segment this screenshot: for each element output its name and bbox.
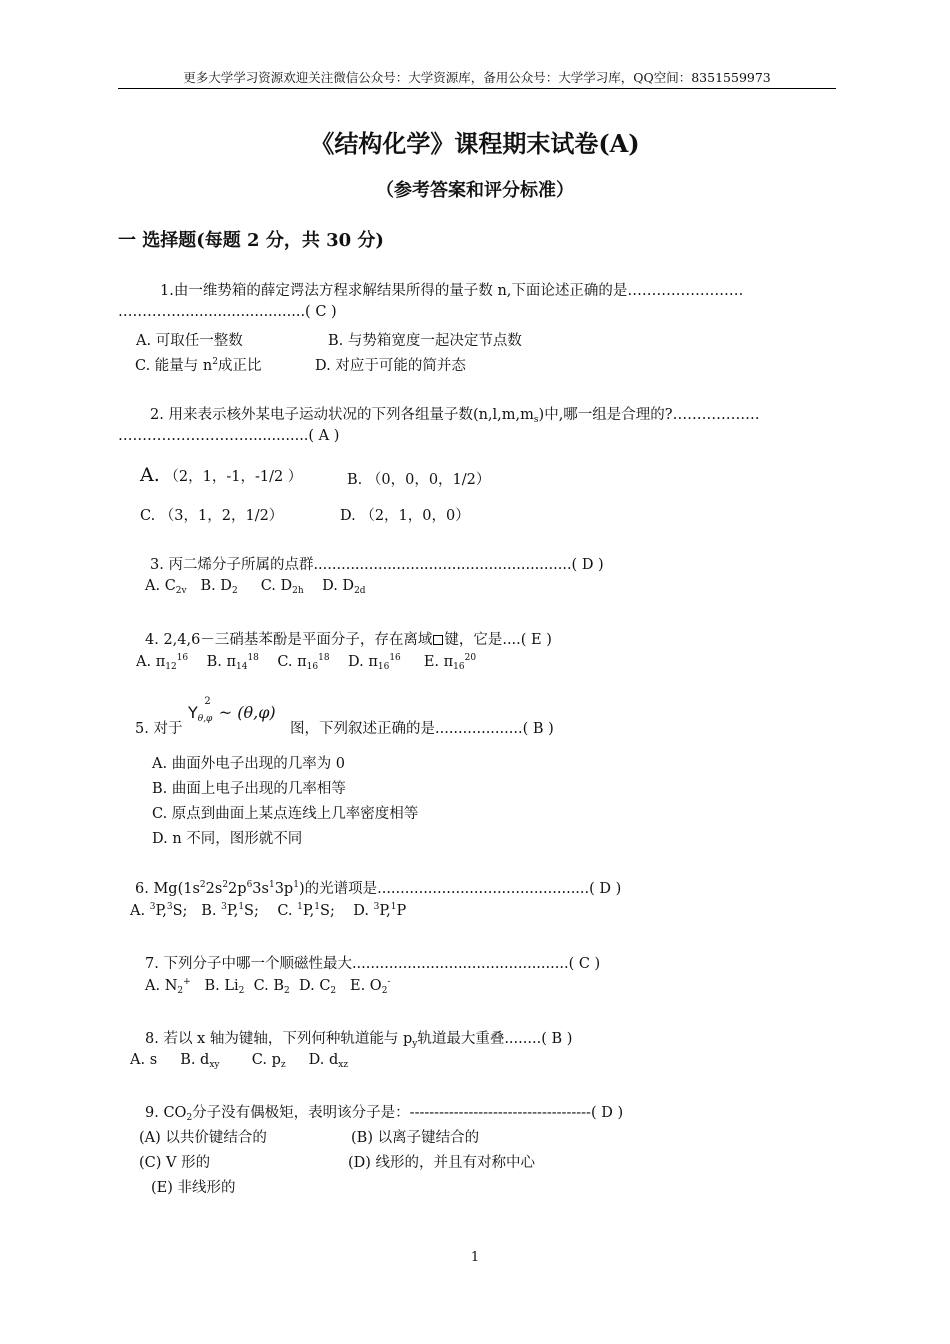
q8-option-c: C. $p_z$ <box>251 1052 286 1070</box>
exam-subtitle: （参考答案和评分标准） <box>376 180 574 201</box>
q1-stem-cont: …………............................( C ) <box>118 304 337 320</box>
q7-option-c: C. $B_2$ <box>253 978 290 996</box>
q8-stem: 8. 若以 x 轴为键轴，下列何种轨道能与 $p_y$轨道最大重叠........( B ) <box>145 1031 573 1049</box>
q4-stem: 4. 2,4,6－三硝基苯酚是平面分子，存在离域 键，它是....( E ) <box>145 632 552 648</box>
q9-stem: 9. $CO_2$分子没有偶极矩，表明该分子是：-------------------------------------( D ) <box>145 1105 624 1123</box>
q6-option-b: B. $^3$P,$^1$S; <box>201 902 259 919</box>
q7-option-e: E. $O_2^-$ <box>349 977 391 996</box>
q5-stem: 图，下列叙述正确的是...................( B ) <box>290 721 554 737</box>
q4-option-d: D. $\pi_{16}^{16}$ <box>348 653 401 672</box>
q2-stem: 2. 用来表示核外某电子运动状况的下列各组量子数$(n,l,m,m_s)$中,哪一组是合理的?……………… <box>150 407 760 425</box>
q7-option-b: B. $Li_2$ <box>204 978 245 996</box>
q2-option-c: C. （3，1，2，1/2） <box>140 508 284 524</box>
q3-option-a: A. $C_{2v}$ <box>145 578 187 596</box>
q8-options <box>130 1052 348 1070</box>
header-divider <box>118 88 836 89</box>
q1-option-c: C. 能量与 $n^2$成正比 <box>135 357 262 374</box>
q9-option-b: (B) 以离子键结合的 <box>351 1130 480 1146</box>
q6-options <box>130 902 406 919</box>
q6-stem: 6. $Mg(1s^22s^22p^63s^13p^1)$的光谱项是..............................................( D ) <box>135 880 622 897</box>
q4-option-a: A. $\pi_{12}^{16}$ <box>136 653 189 672</box>
q4-option-b: B. $\pi_{14}^{18}$ <box>206 653 259 672</box>
q6-option-c: C. $^1$P,$^1$S; <box>277 902 335 919</box>
missing-glyph-box-icon <box>433 635 443 645</box>
q9-option-e: (E) 非线形的 <box>151 1180 236 1196</box>
q9-option-d: (D) 线形的，并且有对称中心 <box>348 1155 536 1171</box>
q8-option-b: B. $d_{xy}$ <box>180 1052 220 1070</box>
q5-formula: $Y_{\theta,\varphi}^2\sim$ (θ,φ) <box>188 696 276 724</box>
section-heading: 一 选择题(每题 2 分，共 30 分) <box>118 230 384 251</box>
q2-option-a: A. （2，1，-1，-1/2 ） <box>140 464 303 486</box>
q7-option-a: A. $N_2^+$ <box>145 977 191 996</box>
q5-option-b: B. 曲面上电子出现的几率相等 <box>152 781 346 797</box>
q2-option-b: B. （0，0，0，1/2） <box>347 472 491 488</box>
page-header: 更多大学学习资源欢迎关注微信公众号：大学资源库，备用公众号：大学学习库，QQ空间：8351559973 <box>183 70 771 85</box>
q2-option-d: D. （2，1，0，0） <box>340 508 470 524</box>
q4-options <box>136 653 476 672</box>
q1-stem: 1.由一维势箱的薛定谔法方程求解结果所得的量子数 n,下面论述正确的是…………………… <box>160 283 744 299</box>
q3-option-c: C. $D_{2h}$ <box>260 578 304 596</box>
q1-option-a: A. 可取任一整数 <box>136 333 243 349</box>
q7-options <box>145 977 390 996</box>
q6-option-d: D. $^3$P,$^1$P <box>353 902 407 919</box>
q6-option-a: A. $^3$P,$^3$S; <box>130 902 188 919</box>
q7-option-d: D. $C_2$ <box>299 978 337 996</box>
q3-option-b: B. $D_2$ <box>200 578 238 596</box>
q4-option-c: C. $\pi_{16}^{18}$ <box>277 653 330 672</box>
page-number: 1 <box>470 1250 480 1265</box>
q9-option-c: (C) V 形的 <box>139 1155 211 1171</box>
q7-stem: 7. 下列分子中哪一个顺磁性最大...............................................( C ) <box>145 956 601 972</box>
q4-option-e: E. $\pi_{16}^{20}$ <box>423 653 477 672</box>
q8-option-d: D. $d_{xz}$ <box>308 1052 349 1070</box>
q1-option-b: B. 与势箱宽度一起决定节点数 <box>328 333 522 349</box>
exam-title: 《结构化学》课程期末试卷(A) <box>310 129 640 158</box>
q5-option-c: C. 原点到曲面上某点连线上几率密度相等 <box>152 806 419 822</box>
q9-option-a: (A) 以共价键结合的 <box>139 1130 267 1146</box>
q2-stem-cont: ……………………….............( A ) <box>118 428 340 444</box>
q1-option-d: D. 对应于可能的简并态 <box>315 358 466 374</box>
q3-stem: 3. 丙二烯分子所属的点群........................................................( D ) <box>150 557 604 573</box>
q3-options <box>145 578 366 596</box>
q5-stem-prefix: 5. 对于 <box>135 721 183 737</box>
q3-option-d: D. $D_{2d}$ <box>322 578 366 596</box>
q5-option-a: A. 曲面外电子出现的几率为 0 <box>152 756 346 772</box>
q8-option-a: A. s <box>130 1052 158 1068</box>
q5-option-d: D. n 不同，图形就不同 <box>152 831 303 847</box>
